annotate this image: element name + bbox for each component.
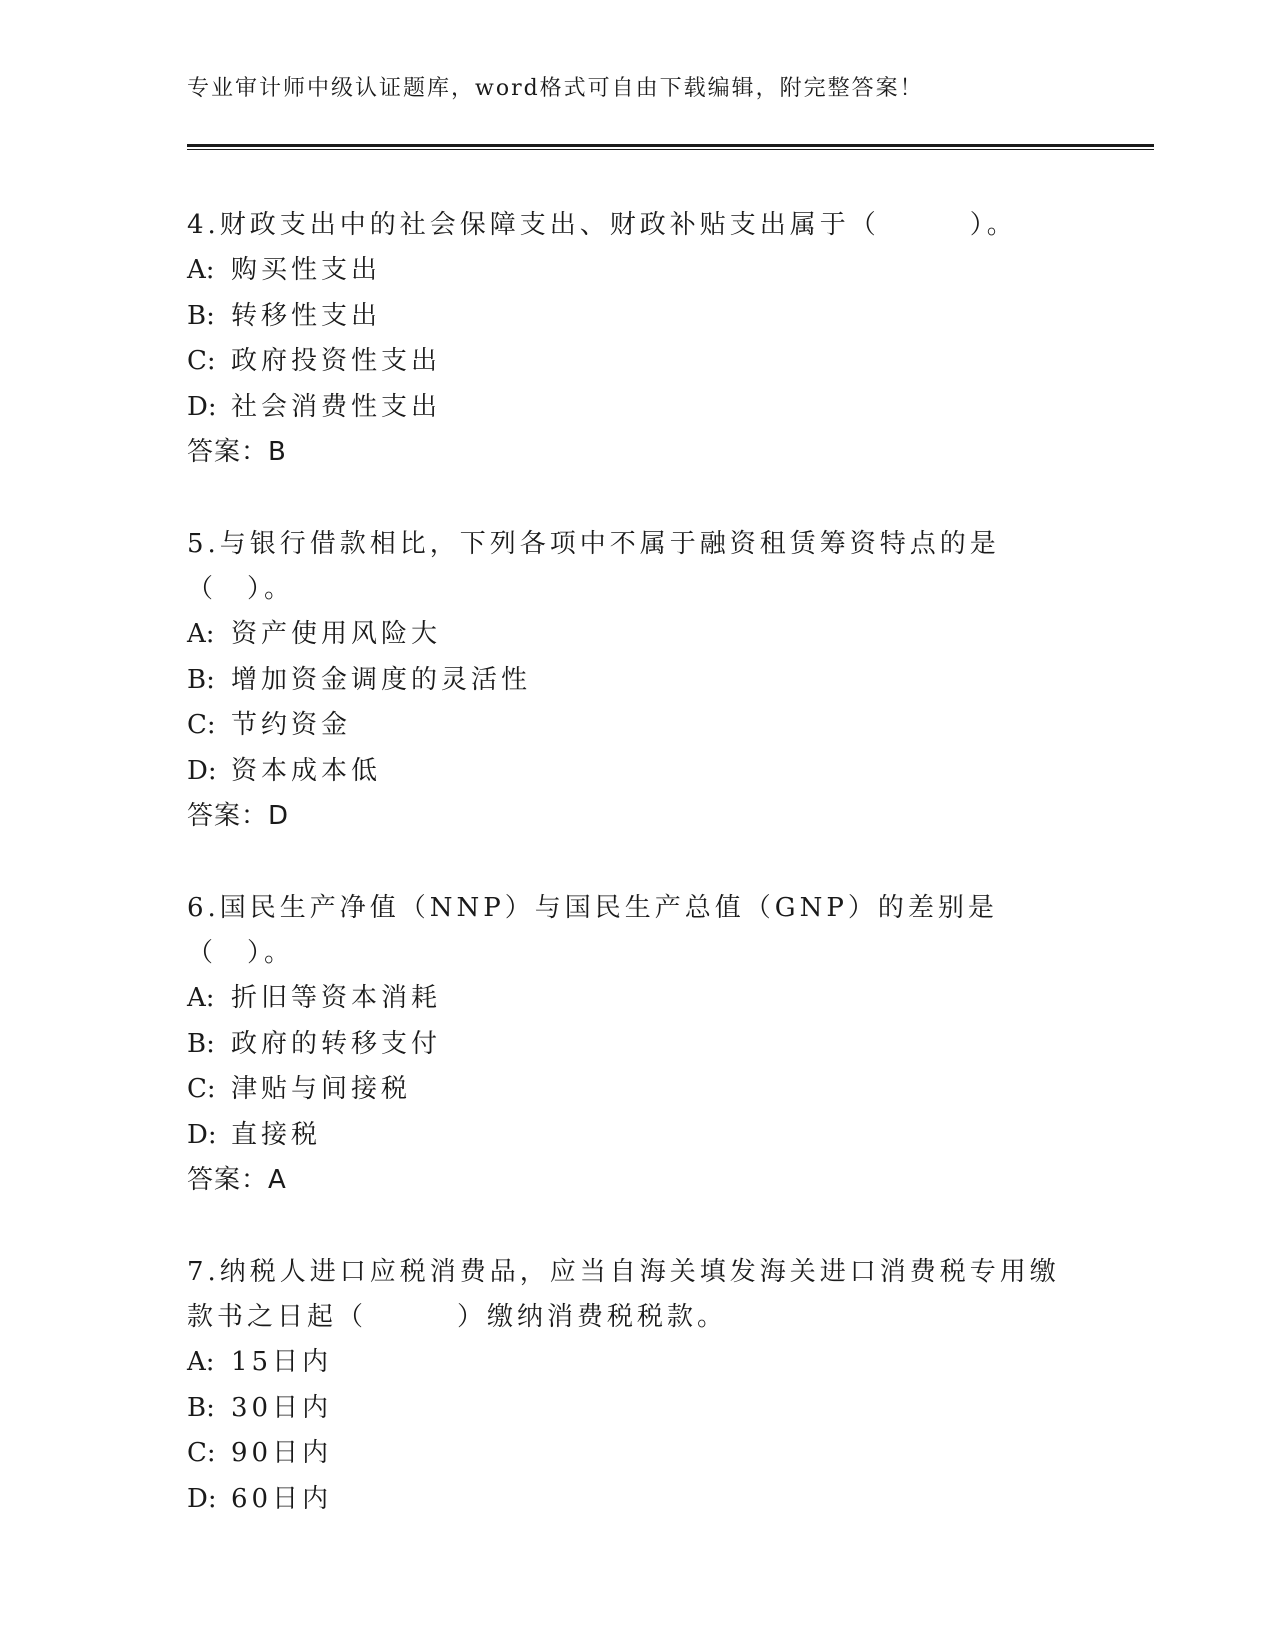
option-a [187,1340,1067,1386]
option-key: D: [187,1483,217,1514]
question-list [187,203,1067,1522]
option-text: 资产使用风险大 [231,619,442,649]
option-d [187,749,1067,795]
option-key: D: [187,391,217,422]
option-c [187,1067,1067,1113]
option-d [187,385,1067,431]
option-key: A: [187,619,215,649]
option-d [187,1113,1067,1159]
option-a [187,612,1067,658]
option-b [187,658,1067,704]
option-a [187,976,1067,1022]
question-stem: 7.纳税人进口应税消费品，应当自海关填发海关进口消费税专用缴款书之日起（ ）缴纳消费税税款。 [187,1257,1060,1332]
answer-line: 答案：A [187,1165,287,1195]
option-text: 津贴与间接税 [231,1074,412,1104]
question-stem: 4.财政支出中的社会保障支出、财政补贴支出属于（ ）。 [187,210,1017,240]
option-text: 购买性支出 [231,255,382,285]
option-b [187,1022,1067,1068]
option-text: 15日内 [231,1347,333,1377]
option-text: 折旧等资本消耗 [231,983,442,1013]
option-text: 直接税 [231,1119,322,1150]
option-a [187,248,1067,294]
option-key: C: [187,1074,216,1104]
option-key: B: [187,300,215,331]
question-4 [187,203,1067,475]
option-text: 政府投资性支出 [231,346,442,376]
option-key: B: [187,1392,215,1423]
option-key: A: [187,983,215,1013]
option-c [187,1431,1067,1477]
question-stem: 6.国民生产净值（NNP）与国民生产总值（GNP）的差别是（ ）。 [187,893,998,968]
option-key: A: [187,1347,215,1377]
option-text: 90日内 [231,1438,333,1468]
option-key: C: [187,1438,216,1468]
question-6 [187,886,1067,1203]
option-key: B: [187,664,215,695]
page-header: 专业审计师中级认证题库，word格式可自由下载编辑，附完整答案！ [187,76,924,101]
option-text: 转移性支出 [231,300,382,331]
option-key: C: [187,710,216,740]
option-text: 增加资金调度的灵活性 [231,664,532,695]
header-divider [187,144,1154,150]
option-key: B: [187,1028,215,1059]
option-c [187,703,1067,749]
option-text: 节约资金 [231,710,352,740]
answer-line: 答案：D [187,801,290,831]
option-text: 社会消费性支出 [231,391,442,422]
option-b [187,294,1067,340]
question-5 [187,522,1067,839]
question-stem: 5.与银行借款相比，下列各项中不属于融资租赁筹资特点的是（ ）。 [187,529,1000,604]
answer-line: 答案：B [187,437,287,467]
option-key: C: [187,346,216,376]
question-7 [187,1250,1067,1522]
option-key: D: [187,1119,217,1150]
option-d [187,1477,1067,1523]
option-key: A: [187,255,215,285]
option-b [187,1386,1067,1432]
option-c [187,339,1067,385]
option-text: 资本成本低 [231,755,382,786]
option-text: 60日内 [231,1483,333,1514]
option-key: D: [187,755,217,786]
option-text: 政府的转移支付 [231,1028,442,1059]
option-text: 30日内 [231,1392,333,1423]
